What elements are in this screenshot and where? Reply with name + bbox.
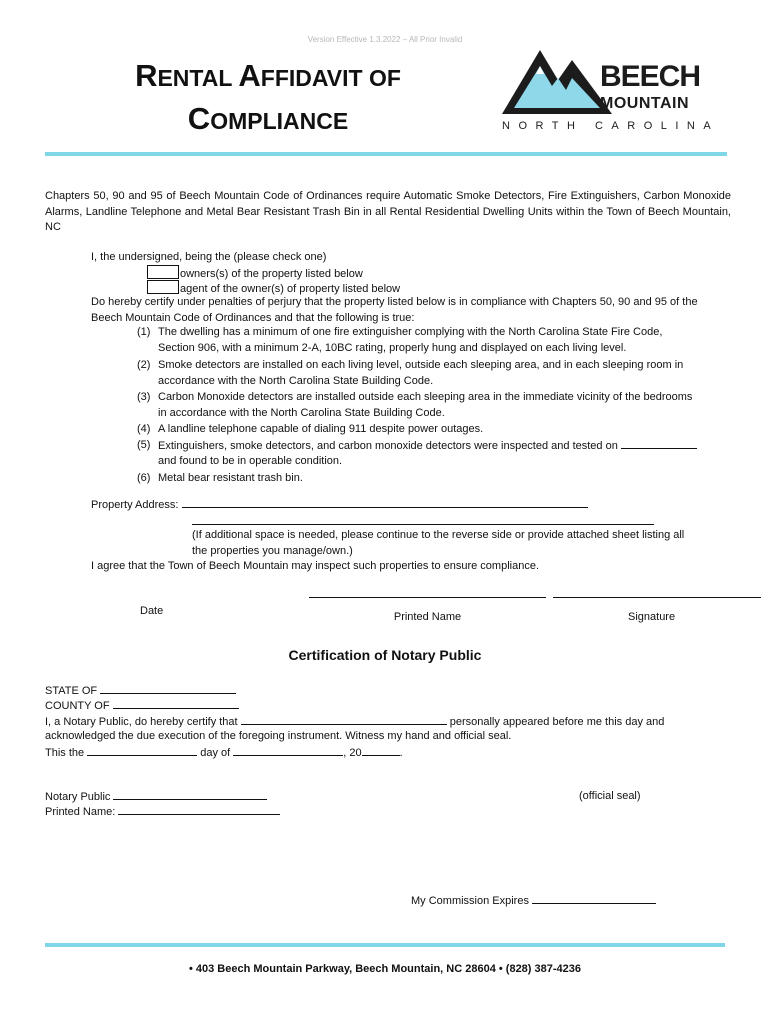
item-text: Extinguishers, smoke detectors, and carbon monoxide detectors were inspected and tested on <box>158 440 618 452</box>
certify-paragraph: Do hereby certify under penalties of perjury that the property listed below is in compliance with Chapters 50, 90 and 95 of the Beech Mountain Code of Ordinances and that the following is true: <box>91 296 698 324</box>
item-number: (6) <box>137 472 151 484</box>
notary-certify-post: personally appeared before me this day and <box>449 716 665 728</box>
logo-word-mountain: MOUNTAIN <box>600 95 690 112</box>
year-label: , 20 <box>343 747 362 759</box>
title-text: OMPLIANCE <box>210 108 349 134</box>
item-text: accordance with the North Carolina State Building Code. <box>158 374 434 387</box>
notary-certify-pre: I, a Notary Public, do hereby certify that <box>45 716 238 728</box>
official-seal-label: (official seal) <box>579 790 641 802</box>
page-title-line1 <box>68 58 468 94</box>
notary-printed-name-label: Printed Name: <box>45 806 116 818</box>
signature-line[interactable] <box>553 597 761 598</box>
title-text: FFIDAVIT OF <box>260 65 401 91</box>
period: . <box>399 747 403 759</box>
footer-address: • 403 Beech Mountain Parkway, Beech Mountain, NC 28604 • (828) 387-4236 <box>188 963 582 975</box>
county-row <box>45 698 239 715</box>
day-of-label: day of <box>200 747 231 759</box>
title-cap: A <box>238 58 261 93</box>
notary-printed-name-row <box>45 804 280 821</box>
county-label: COUNTY OF <box>45 700 110 712</box>
logo-word-north-carolina: NORTH CAROLINA <box>502 120 720 132</box>
inspection-date-field[interactable] <box>621 438 697 449</box>
appeared-name-field[interactable] <box>241 714 447 725</box>
day-field[interactable] <box>87 745 197 756</box>
county-field[interactable] <box>113 698 239 709</box>
commission-row <box>411 893 656 910</box>
year-field[interactable] <box>362 745 400 756</box>
item-number: (3) <box>137 391 151 403</box>
owner-checkbox[interactable] <box>147 265 179 279</box>
property-address-field-2[interactable] <box>192 524 654 525</box>
undersigned-text: I, the undersigned, being the (please check one) <box>91 251 327 263</box>
notary-ack: acknowledged the due execution of the foregoing instrument. Witness my hand and official seal. <box>45 730 512 742</box>
month-field[interactable] <box>233 745 343 756</box>
notary-heading: Certification of Notary Public <box>288 647 482 663</box>
footer-rule <box>45 943 725 947</box>
title-cap: R <box>135 58 158 93</box>
property-address-field[interactable] <box>182 497 588 508</box>
date-label: Date <box>140 605 164 617</box>
additional-note-line2: the properties you manage/own.) <box>192 545 353 557</box>
this-the-row <box>45 745 403 762</box>
logo-word-beech: BEECH <box>600 60 701 93</box>
item-number: (4) <box>137 423 151 435</box>
item-number: (5) <box>137 439 151 451</box>
item-text-row <box>158 438 728 455</box>
item-text: A landline telephone capable of dialing 911 despite power outages. <box>158 423 484 435</box>
page-title-line2 <box>68 101 468 137</box>
title-cap: C <box>187 101 211 136</box>
beech-mountain-logo <box>500 48 724 138</box>
option-agent-label: agent of the owner(s) of property listed below <box>180 283 401 295</box>
item-number: (1) <box>137 326 151 338</box>
property-address-row <box>91 497 588 514</box>
option-owner-label: owners(s) of the property listed below <box>180 268 363 280</box>
this-the-label: This the <box>45 747 85 759</box>
agent-checkbox[interactable] <box>147 280 179 294</box>
item-text: The dwelling has a minimum of one fire extinguisher complying with the North Carolina State Fire Code, <box>158 326 663 338</box>
item-text: Carbon Monoxide detectors are installed outside each sleeping area in the immediate vicinity of the bedrooms <box>158 391 693 403</box>
commission-label: My Commission Expires <box>411 895 529 907</box>
title-text: ENTAL <box>157 65 239 91</box>
item-text: Section 906, with a minimum 2-A, 10BC rating, properly hung and displayed on each living level. <box>158 341 627 354</box>
item-number: (2) <box>137 359 151 371</box>
printed-name-label: Printed Name <box>393 611 462 623</box>
notary-printed-name-field[interactable] <box>118 804 280 815</box>
agree-text: I agree that the Town of Beech Mountain may inspect such properties to ensure compliance. <box>91 560 539 572</box>
notary-public-field[interactable] <box>113 789 267 800</box>
item-text: Metal bear resistant trash bin. <box>158 472 303 484</box>
header-rule <box>45 152 727 156</box>
notary-public-label: Notary Public <box>45 791 111 803</box>
intro-paragraph: Chapters 50, 90 and 95 of Beech Mountain Code of Ordinances require Automatic Smoke Detectors, Fire Extinguishers, Carbon Monoxide Alarms, Landline Telephone and Metal Bear Resistant Trash Bin in all Rental Residential Dwelling Units within the Town of Beech Mountain, NC <box>45 190 731 233</box>
item-text: in accordance with the North Carolina State Building Code. <box>158 406 445 419</box>
printed-name-line[interactable] <box>309 597 546 598</box>
item-text: and found to be in operable condition. <box>158 454 343 467</box>
item-text: Smoke detectors are installed on each living level, outside each sleeping area, and in each sleeping room in <box>158 359 684 371</box>
version-note: Version Effective 1.3.2022 – All Prior Invalid <box>307 35 463 44</box>
commission-field[interactable] <box>532 893 656 904</box>
property-address-label: Property Address: <box>91 499 179 511</box>
additional-note-line1: (If additional space is needed, please continue to the reverse side or provide attached sheet listing all <box>192 529 685 541</box>
signature-label: Signature <box>628 611 676 623</box>
state-label: STATE OF <box>45 685 98 697</box>
state-field[interactable] <box>100 683 236 694</box>
